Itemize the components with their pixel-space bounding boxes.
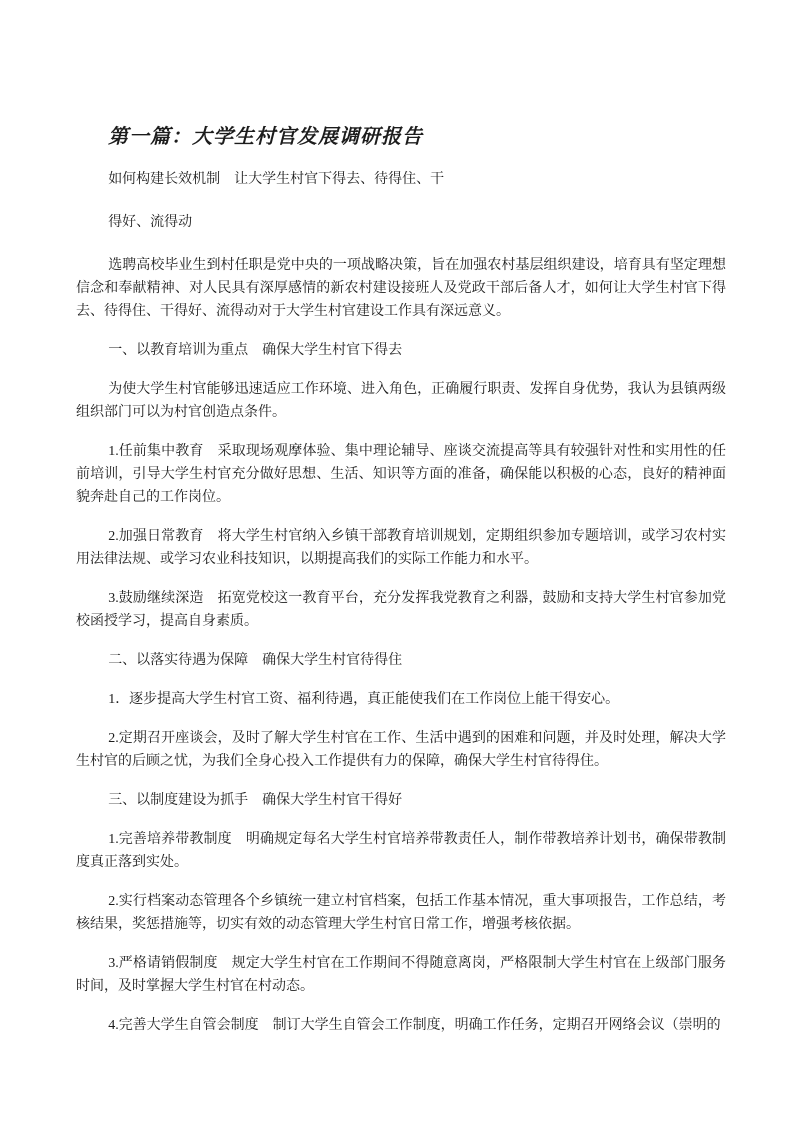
section-2-item-2: 2.定期召开座谈会，及时了解大学生村官在工作、生活中遇到的困难和问题，并及时处理，解决大学生村官的后顾之忧，为我们全身心投入工作提供有力的保障，确保大学生村官待得住。 bbox=[76, 731, 726, 769]
section-3-item-3: 3.严格请销假制度 规定大学生村官在工作期间不得随意离岗，严格限制大学生村官在上级部门服务时间，及时掌握大学生村官在村动态。 bbox=[76, 956, 726, 994]
section-1-item-1: 1.任前集中教育 采取现场观摩体验、集中理论辅导、座谈交流提高等具有较强针对性和实用性的任前培训，引导大学生村官充分做好思想、生活、知识等方面的准备，确保能以积极的心态，良好的精神面貌奔赴自己的工作岗位。 bbox=[76, 444, 726, 505]
doc-subtitle-line-2: 得好、流得动 bbox=[108, 215, 193, 230]
section-1-heading: 一、以教育培训为重点 确保大学生村官下得去 bbox=[108, 343, 403, 358]
section-3-item-1: 1.完善培养带教制度 明确规定每名大学生村官培养带教责任人，制作带教培养计划书，确保带教制度真正落到实处。 bbox=[76, 832, 726, 870]
section-1-item-3: 3.鼓励继续深造 拓宽党校这一教育平台，充分发挥我党教育之利器，鼓励和支持大学生村官参加党校函授学习，提高自身素质。 bbox=[76, 591, 726, 629]
section-3-item-2: 2.实行档案动态管理各个乡镇统一建立村官档案，包括工作基本情况，重大事项报告，工作总结，考核结果，奖惩措施等，切实有效的动态管理大学生村官日常工作，增强考核依据。 bbox=[76, 894, 726, 932]
section-1-intro: 为使大学生村官能够迅速适应工作环境、进入角色，正确履行职责、发挥自身优势，我认为县镇两级组织部门可以为村官创造点条件。 bbox=[76, 382, 726, 420]
intro-paragraph: 选聘高校毕业生到村任职是党中央的一项战略决策，旨在加强农村基层组织建设，培育具有坚定理想信念和奉献精神、对人民具有深厚感情的新农村建设接班人及党政干部后备人才，如何让大学生村官下得去、待得住、干得好、流得动对于大学生村官建设工作具有深远意义。 bbox=[76, 258, 726, 319]
section-3-item-4-truncated: 4.完善大学生自管会制度 制订大学生自管会工作制度，明确工作任务，定期召开网络会议（崇明的 bbox=[108, 1018, 721, 1033]
doc-subtitle-line-1: 如何构建长效机制 让大学生村官下得去、待得住、干 bbox=[108, 172, 445, 187]
section-2-heading: 二、以落实待遇为保障 确保大学生村官待得住 bbox=[108, 653, 403, 668]
section-2-item-1: 1．逐步提高大学生村官工资、福利待遇，真正能使我们在工作岗位上能干得安心。 bbox=[108, 692, 620, 707]
section-1-item-2: 2.加强日常教育 将大学生村官纳入乡镇干部教育培训规划，定期组织参加专题培训，或学习农村实用法律法规、或学习农业科技知识，以期提高我们的实际工作能力和水平。 bbox=[76, 529, 726, 567]
section-3-heading: 三、以制度建设为抓手 确保大学生村官干得好 bbox=[108, 793, 403, 808]
document-title: 第一篇：大学生村官发展调研报告 bbox=[108, 126, 423, 148]
